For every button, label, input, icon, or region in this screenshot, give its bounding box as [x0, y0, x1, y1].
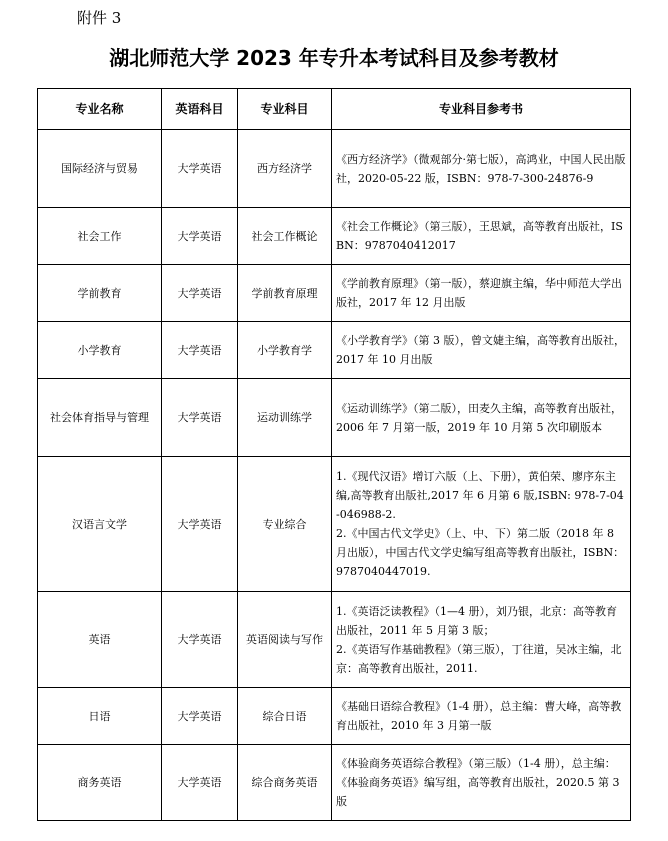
table-row [38, 265, 631, 322]
table-row [38, 379, 631, 457]
table-row [38, 208, 631, 265]
header-english-subject: 英语科目 [162, 89, 238, 130]
major-name: 日语 [38, 688, 162, 745]
reference-books [332, 208, 631, 265]
major-subject: 英语阅读与写作 [238, 592, 332, 688]
reference-books [332, 592, 631, 688]
english-subject: 大学英语 [162, 745, 238, 821]
major-name: 英语 [38, 592, 162, 688]
major-name: 社会体育指导与管理 [38, 379, 162, 457]
major-subject: 专业综合 [238, 457, 332, 592]
english-subject: 大学英语 [162, 208, 238, 265]
reference-entry: 2.《英语写作基础教程》（第三版），丁往道，吴冰主编，北京：高等教育出版社，2011. [336, 642, 622, 675]
major-subject: 运动训练学 [238, 379, 332, 457]
document-title: 湖北师范大学 2023 年专升本考试科目及参考教材 [109, 46, 559, 70]
reference-books [332, 457, 631, 592]
reference-entry: 《运动训练学》（第二版），田麦久主编，高等教育出版社，2006 年 7 月第一版，2019 年 10 月第 5 次印刷版本 [336, 401, 622, 434]
reference-books [332, 130, 631, 208]
table-row [38, 592, 631, 688]
table-header-row [38, 89, 631, 130]
major-name: 商务英语 [38, 745, 162, 821]
major-subject: 小学教育学 [238, 322, 332, 379]
table-row [38, 745, 631, 821]
reference-books [332, 745, 631, 821]
table-row [38, 322, 631, 379]
reference-entry: 《小学教育学》（第 3 版），曾文婕主编，高等教育出版社，2017 年 10 月出版 [336, 334, 625, 366]
english-subject: 大学英语 [162, 130, 238, 208]
english-subject: 大学英语 [162, 457, 238, 592]
major-name: 汉语言文学 [38, 457, 162, 592]
major-name: 社会工作 [38, 208, 162, 265]
reference-entry: 《基础日语综合教程》（1-4 册），总主编：曹大峰，高等教育出版社，2010 年 3 月第一版 [336, 700, 622, 732]
major-subject: 综合日语 [238, 688, 332, 745]
reference-entry: 《社会工作概论》（第三版），王思斌，高等教育出版社，ISBN：9787040412017 [336, 220, 623, 252]
reference-books [332, 688, 631, 745]
major-subject: 社会工作概论 [238, 208, 332, 265]
major-subject: 西方经济学 [238, 130, 332, 208]
header-reference-books: 专业科目参考书 [332, 89, 631, 130]
major-name: 小学教育 [38, 322, 162, 379]
english-subject: 大学英语 [162, 322, 238, 379]
english-subject: 大学英语 [162, 379, 238, 457]
reference-entry: 《西方经济学》（微观部分·第七版），高鸿业，中国人民出版社，2020-05-22 版，ISBN：978-7-300-24876-9 [336, 152, 626, 185]
english-subject: 大学英语 [162, 592, 238, 688]
reference-entry: 《体验商务英语综合教程》（第三版）（1-4 册），总主编：《体验商务英语》编写组，高等教育出版社，2020.5 第 3 版 [336, 757, 620, 808]
english-subject: 大学英语 [162, 265, 238, 322]
attachment-label: 附件 3 [77, 9, 122, 27]
major-name: 学前教育 [38, 265, 162, 322]
subjects-table [37, 88, 631, 821]
reference-entry: 1.《英语泛读教程》（1—4 册），刘乃银，北京：高等教育出版社，2011 年 5 月第 3 版； [336, 604, 617, 637]
reference-entry: 《学前教育原理》（第一版），蔡迎旗主编，华中师范大学出版社，2017 年 12 月出版 [336, 277, 622, 309]
table-row [38, 130, 631, 208]
reference-books [332, 379, 631, 457]
major-subject: 学前教育原理 [238, 265, 332, 322]
reference-entry: 2.《中国古代文学史》（上、中、下）第二版（2018 年 8 月出版），中国古代文学史编写组高等教育出版社，ISBN：9787040447019. [336, 527, 625, 578]
reference-entry: 1.《现代汉语》增订六版（上、下册），黄伯荣、廖序东主编,高等教育出版社,2017 年 6 月第 6 版,ISBN: 978-7-04-046988-2. [336, 470, 624, 521]
header-major-subject: 专业科目 [238, 89, 332, 130]
major-name: 国际经济与贸易 [38, 130, 162, 208]
reference-books [332, 265, 631, 322]
table-row [38, 688, 631, 745]
reference-books [332, 322, 631, 379]
english-subject: 大学英语 [162, 688, 238, 745]
header-major: 专业名称 [38, 89, 162, 130]
table-row [38, 457, 631, 592]
major-subject: 综合商务英语 [238, 745, 332, 821]
